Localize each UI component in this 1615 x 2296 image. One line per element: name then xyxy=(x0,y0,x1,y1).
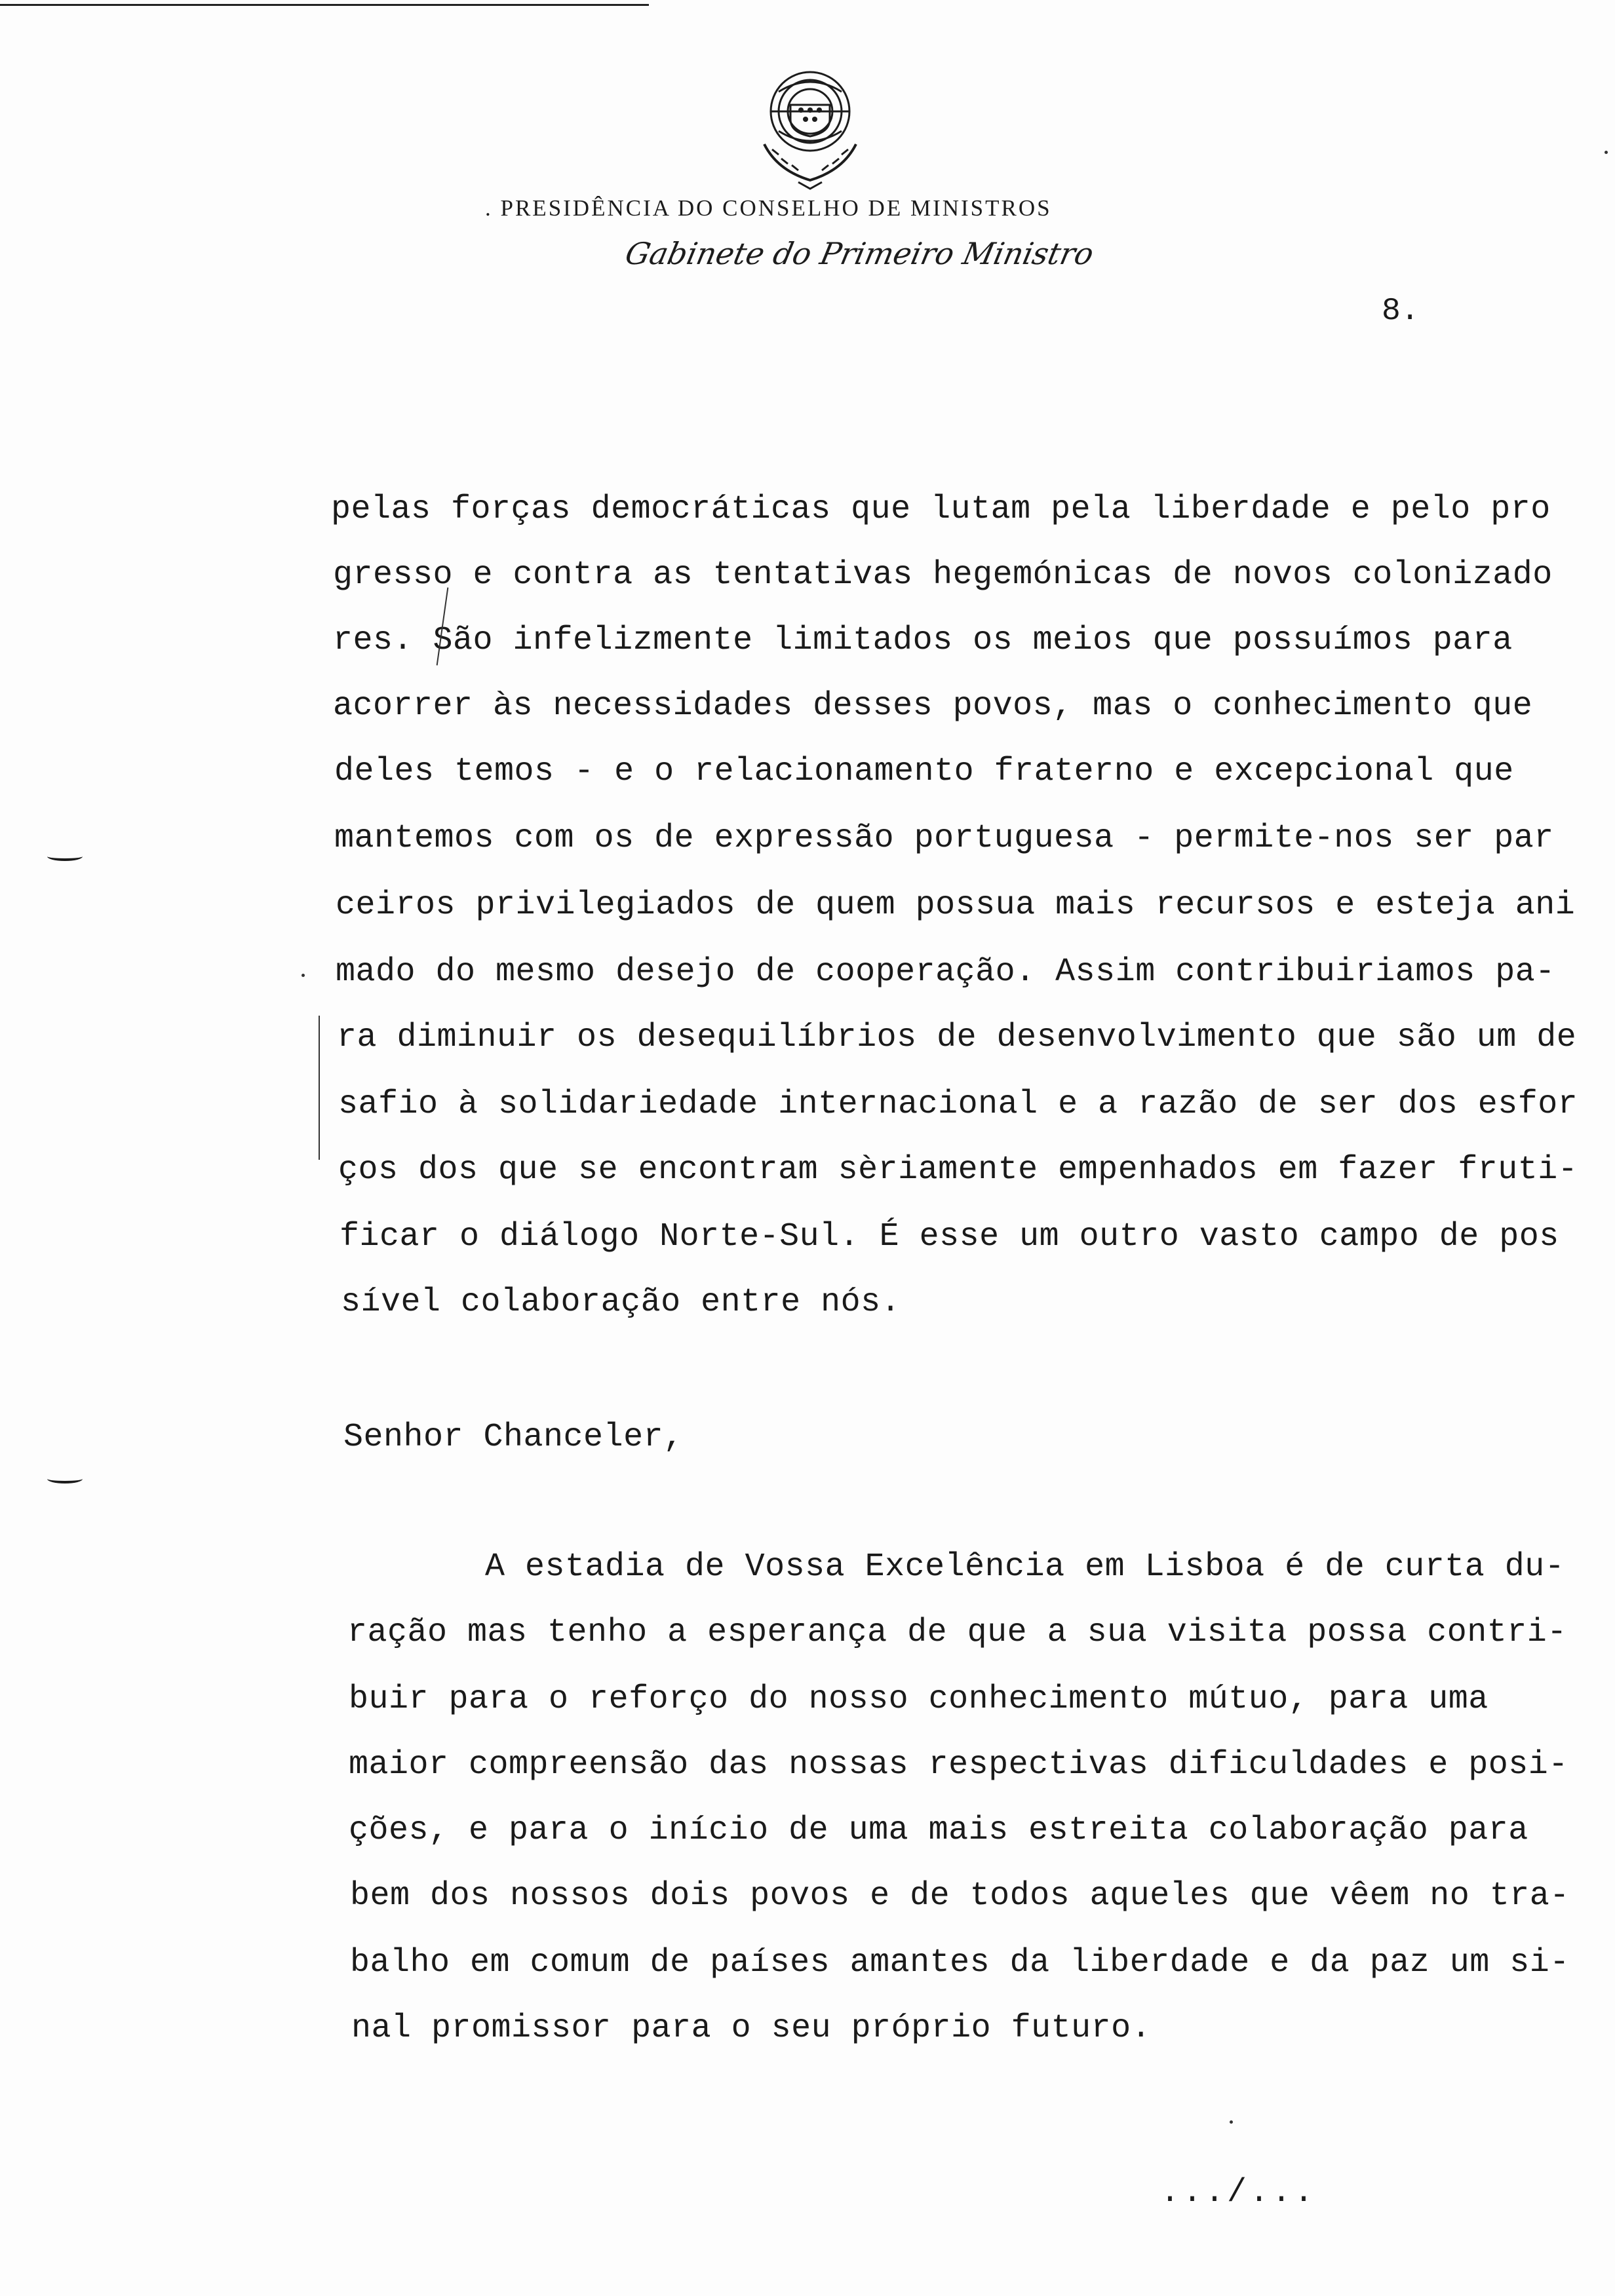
body-line: safio à solidariedade internacional e a razão de ser dos esfor xyxy=(338,1086,1578,1123)
body-line: acorrer às necessidades desses povos, mas o conhecimento que xyxy=(333,687,1533,725)
coat-of-arms-seal-icon xyxy=(752,66,868,190)
body-line: bem dos nossos dois povos e de todos aqueles que vêem no tra- xyxy=(350,1877,1570,1915)
body-line: sível colaboração entre nós. xyxy=(341,1284,901,1321)
body-line: balho em comum de países amantes da liberdade e da paz um si- xyxy=(350,1944,1570,1981)
body-line: mado do mesmo desejo de cooperação. Assim contribuiriamos pa- xyxy=(336,953,1555,991)
letterhead-organization: . PRESIDÊNCIA DO CONSELHO DE MINISTROS xyxy=(485,195,1052,221)
body-line: ços dos que se encontram sèriamente empenhados em fazer fruti- xyxy=(338,1151,1578,1189)
body-line: ração mas tenho a esperança de que a sua visita possa contri- xyxy=(347,1614,1567,1651)
binding-hole-mark xyxy=(47,1474,83,1483)
letterhead-office-script: Gabinete do Primeiro Ministro xyxy=(622,236,1097,271)
top-edge-rule xyxy=(0,4,649,6)
margin-pencil-mark xyxy=(319,1016,320,1160)
body-line: ções, e para o início de uma mais estreita colaboração para xyxy=(349,1812,1528,1849)
continuation-mark: .../... xyxy=(1160,2174,1317,2211)
body-line: A estadia de Vossa Excelência em Lisboa é de curta du- xyxy=(485,1548,1565,1586)
body-line: res. São infelizmente limitados os meios que possuímos para xyxy=(333,622,1513,659)
body-line: buir para o reforço do nosso conhecimento mútuo, para uma xyxy=(349,1681,1489,1718)
scan-speck xyxy=(1230,2120,1233,2124)
body-line: pelas forças democráticas que lutam pela liberdade e pelo pro xyxy=(331,491,1551,528)
body-line: nal promissor para o seu próprio futuro. xyxy=(351,2010,1152,2047)
binding-hole-mark xyxy=(47,852,83,861)
body-line: mantemos com os de expressão portuguesa - permite-nos ser par xyxy=(334,820,1554,857)
body-line: ra diminuir os desequilíbrios de desenvolvimento que são um de xyxy=(337,1019,1577,1056)
page-number: 8. xyxy=(1382,294,1420,329)
body-line: gresso e contra as tentativas hegemónicas de novos colonizado xyxy=(333,556,1553,594)
scan-speck xyxy=(1605,151,1608,154)
salutation: Senhor Chanceler, xyxy=(343,1419,684,1456)
body-line: deles temos - e o relacionamento fraterno e excepcional que xyxy=(334,753,1514,790)
body-line: maior compreensão das nossas respectivas dificuldades e posi- xyxy=(349,1746,1568,1784)
body-line: ficar o diálogo Norte-Sul. É esse um outro vasto campo de pos xyxy=(340,1218,1559,1255)
body-line: ceiros privilegiados de quem possua mais recursos e esteja ani xyxy=(336,887,1576,924)
scan-speck xyxy=(302,974,305,977)
